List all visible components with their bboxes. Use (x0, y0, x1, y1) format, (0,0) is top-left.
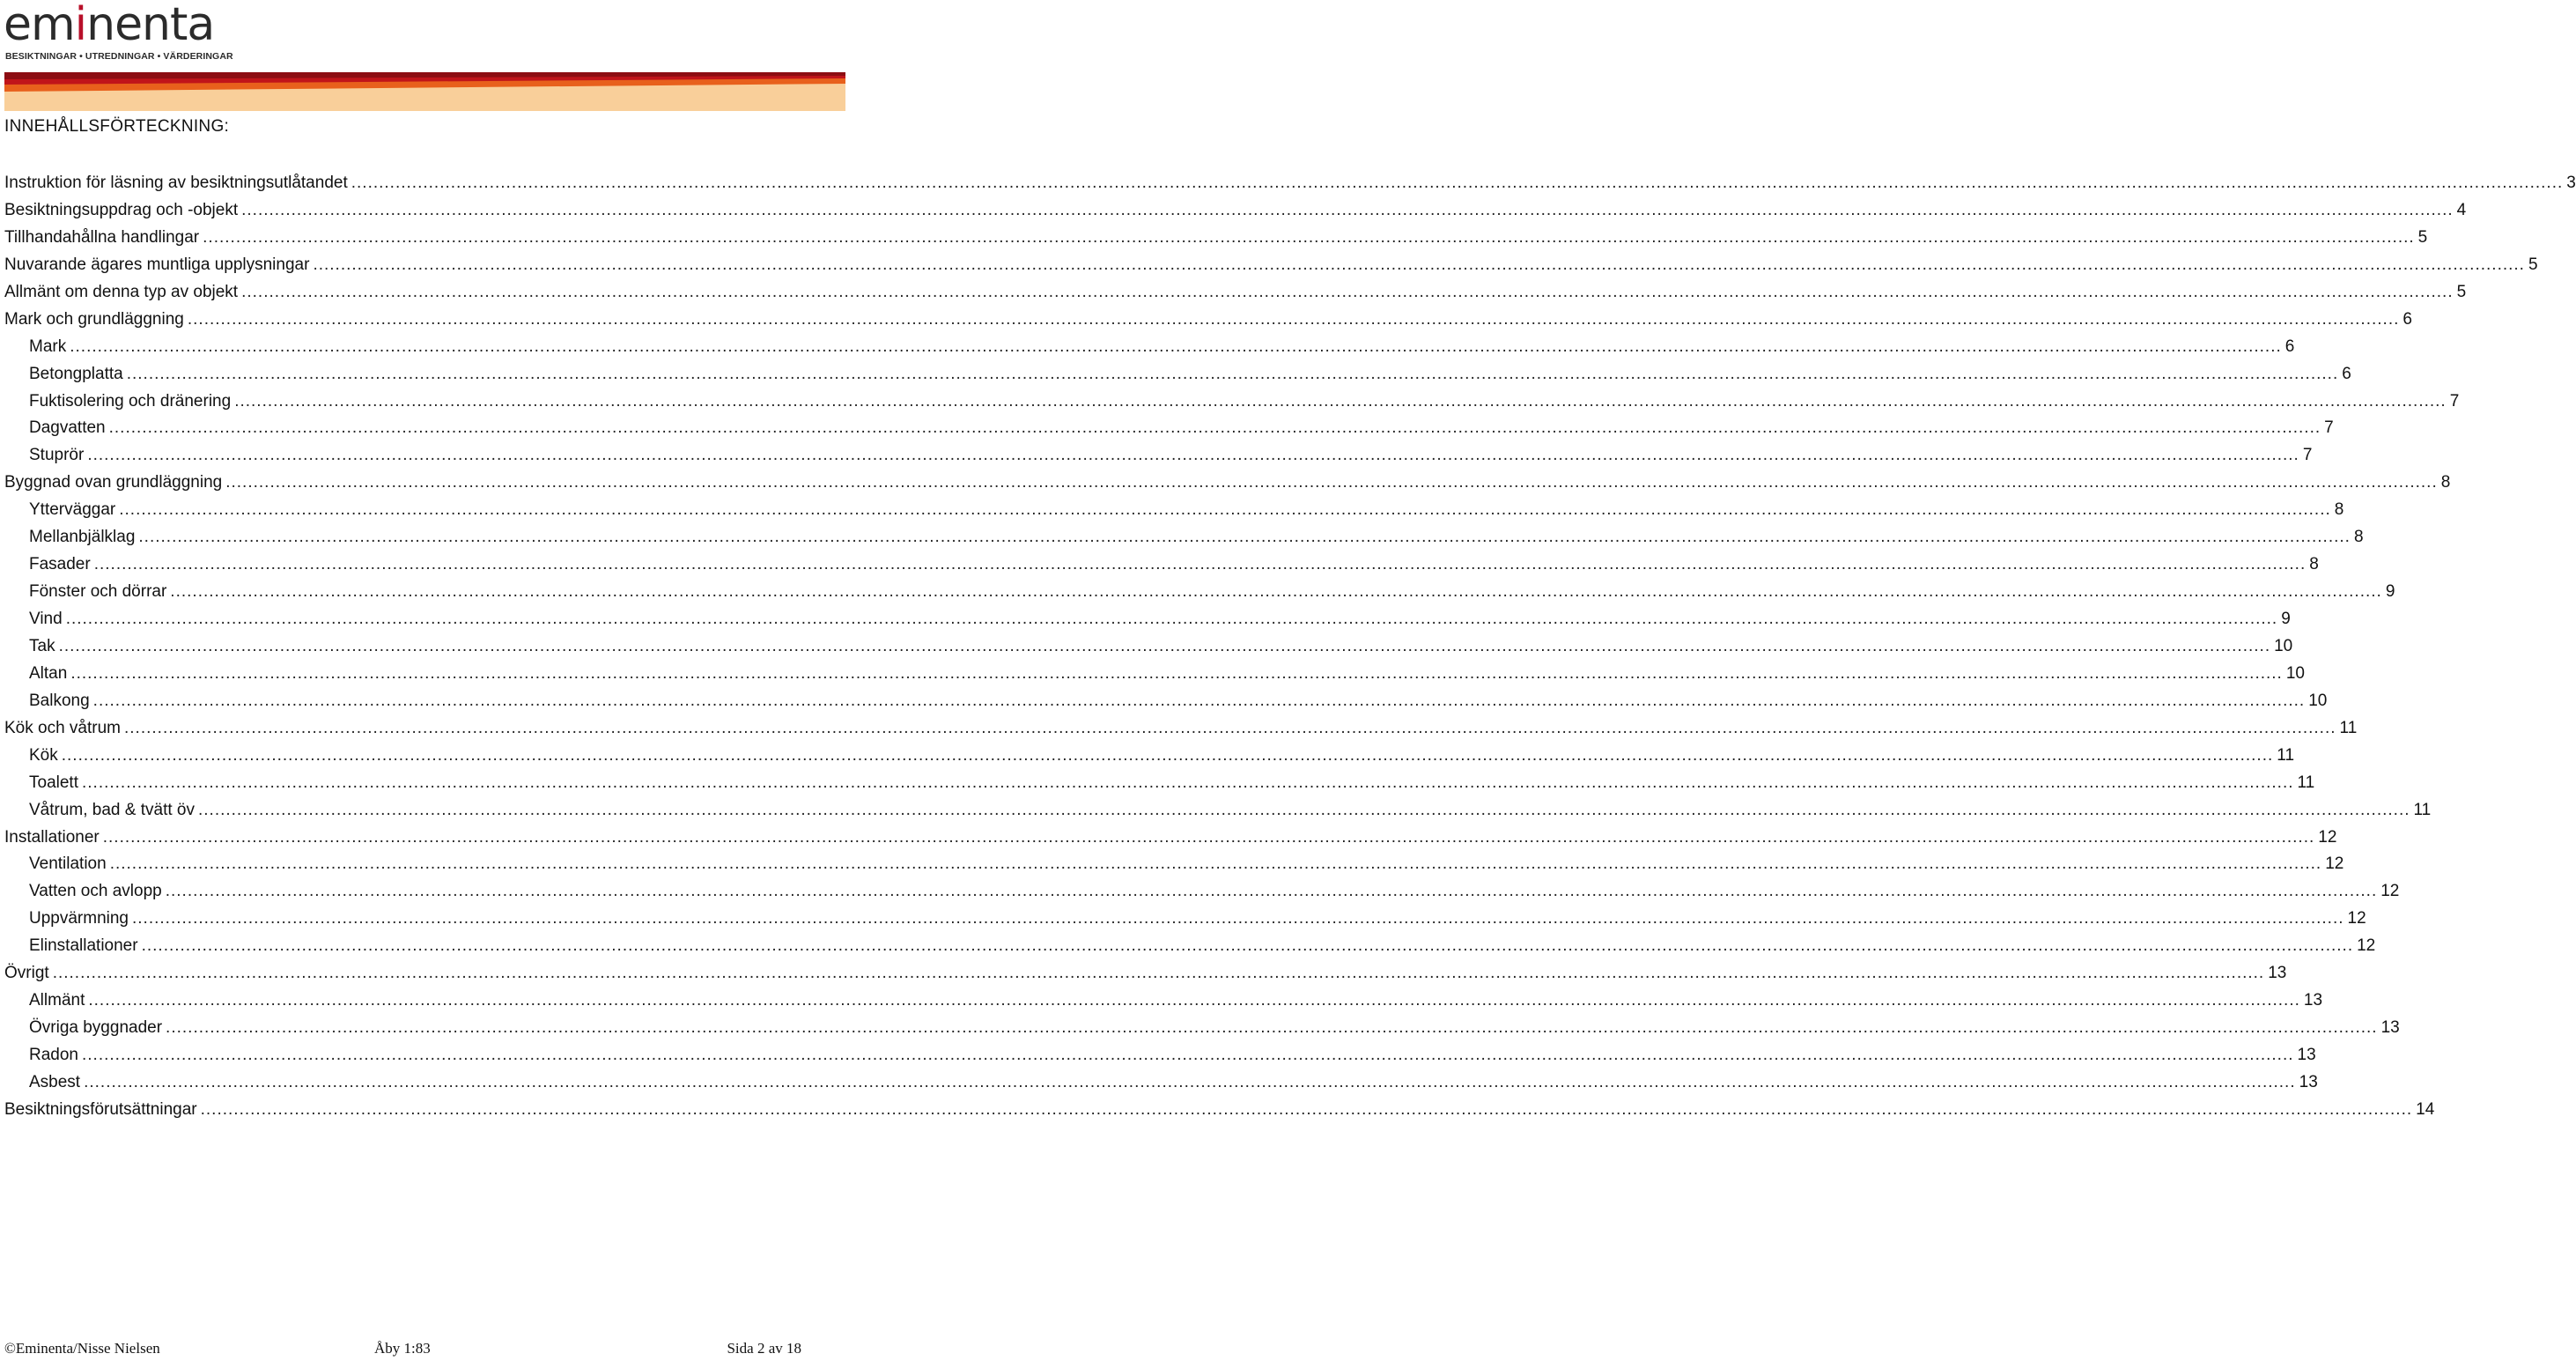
toc-dot-leader: ................................................................................................................................................................................................................................................................................................................................................................................................................ (241, 282, 2454, 301)
toc-entry[interactable] (4, 579, 2395, 606)
toc-entry[interactable] (4, 715, 2358, 743)
toc-entry-title: Övrigt (4, 964, 49, 983)
toc-dot-leader: ................................................................................................................................................................................................................................................................................................................................................................................................................ (108, 418, 2321, 438)
toc-entry[interactable] (4, 442, 2313, 470)
toc-entry[interactable] (4, 415, 2334, 442)
toc-entry-page: 7 (2449, 391, 2460, 411)
toc-dot-leader: ................................................................................................................................................................................................................................................................................................................................................................................................................ (82, 1046, 2294, 1064)
toc-dot-leader: ................................................................................................................................................................................................................................................................................................................................................................................................................ (52, 964, 2265, 983)
toc-entry-page: 12 (2347, 909, 2366, 928)
toc-entry-page: 7 (2324, 418, 2334, 438)
toc-entry[interactable] (4, 197, 2467, 225)
toc-entry-page: 11 (2339, 718, 2358, 737)
logo-wordmark-pre: em (4, 0, 75, 51)
toc-dot-leader: ................................................................................................................................................................................................................................................................................................................................................................................................................ (203, 227, 2415, 247)
toc-entry[interactable] (4, 770, 2315, 797)
toc-entry-title: Tillhandahållna handlingar (4, 227, 200, 247)
toc-heading: INNEHÅLLSFÖRTECKNING: (4, 117, 230, 136)
toc-entry-page: 5 (2528, 255, 2538, 274)
toc-dot-leader: ................................................................................................................................................................................................................................................................................................................................................................................................................ (58, 636, 2271, 655)
toc-entry[interactable] (4, 606, 2291, 633)
toc-entry-title: Fönster och dörrar (29, 582, 167, 602)
toc-entry-title: Ytterväggar (29, 500, 116, 520)
toc-entry-page: 10 (2285, 663, 2305, 683)
toc-dot-leader: ................................................................................................................................................................................................................................................................................................................................................................................................................ (81, 773, 2294, 792)
toc-entry-page: 8 (2309, 555, 2319, 574)
toc-entry-title: Övriga byggnader (29, 1018, 163, 1038)
toc-dot-leader: ................................................................................................................................................................................................................................................................................................................................................................................................................ (93, 555, 2307, 574)
toc-entry-page: 12 (2380, 882, 2400, 901)
toc-entry-title: Installationer (4, 827, 100, 847)
toc-entry[interactable] (4, 825, 2337, 852)
toc-entry-page: 7 (2302, 446, 2313, 465)
toc-entry[interactable] (4, 688, 2328, 715)
toc-entry-title: Betongplatta (29, 364, 123, 383)
toc-entry-title: Mark (29, 337, 67, 356)
toc-entry-page: 10 (2308, 691, 2328, 710)
company-logo (4, 0, 233, 63)
toc-dot-leader: ................................................................................................................................................................................................................................................................................................................................................................................................................ (102, 827, 2315, 847)
toc-entry[interactable] (4, 1097, 2435, 1124)
toc-entry-title: Toalett (29, 773, 78, 792)
toc-entry[interactable] (4, 170, 2576, 197)
toc-entry-title: Radon (29, 1046, 78, 1064)
toc-entry-page: 6 (2284, 337, 2295, 356)
footer-copyright: ©Eminenta/Nisse Nielsen (4, 1340, 160, 1357)
toc-dot-leader: ................................................................................................................................................................................................................................................................................................................................................................................................................ (61, 745, 2274, 765)
toc-entry-title: Kök (29, 745, 58, 765)
toc-entry-title: Ventilation (29, 854, 107, 874)
toc-dot-leader: ................................................................................................................................................................................................................................................................................................................................................................................................................ (187, 309, 2400, 329)
toc-entry-page: 3 (2566, 174, 2576, 192)
page-footer (4, 1340, 801, 1361)
toc-entry-page: 13 (2299, 1072, 2318, 1091)
toc-entry-title: Byggnad ovan grundläggning (4, 473, 223, 492)
toc-entry-page: 5 (2417, 227, 2428, 247)
toc-dot-leader: ................................................................................................................................................................................................................................................................................................................................................................................................................ (165, 882, 2378, 901)
toc-entry-page: 4 (2456, 200, 2467, 219)
toc-dot-leader: ................................................................................................................................................................................................................................................................................................................................................................................................................ (166, 1018, 2378, 1038)
toc-entry-title: Nuvarande ägares muntliga upplysningar (4, 255, 310, 274)
toc-dot-leader: ................................................................................................................................................................................................................................................................................................................................................................................................................ (92, 691, 2306, 710)
toc-dot-leader: ................................................................................................................................................................................................................................................................................................................................................................................................................ (138, 528, 2351, 547)
toc-entry-title: Våtrum, bad & tvätt öv (29, 800, 195, 819)
toc-entry-title: Tak (29, 636, 55, 655)
toc-entry-title: Elinstallationer (29, 936, 138, 956)
toc-entry[interactable] (4, 470, 2451, 497)
toc-entry[interactable] (4, 906, 2366, 933)
toc-entry[interactable] (4, 551, 2319, 579)
toc-entry[interactable] (4, 361, 2351, 388)
logo-wordmark-accent: i (74, 0, 87, 51)
toc-entry[interactable] (4, 1042, 2316, 1069)
toc-dot-leader: ................................................................................................................................................................................................................................................................................................................................................................................................................ (119, 500, 2331, 520)
toc-entry-page: 13 (2380, 1018, 2400, 1038)
toc-entry-title: Balkong (29, 691, 90, 710)
toc-dot-leader: ................................................................................................................................................................................................................................................................................................................................................................................................................ (225, 473, 2438, 492)
toc-entry[interactable] (4, 878, 2400, 906)
toc-dot-leader: ................................................................................................................................................................................................................................................................................................................................................................................................................ (70, 663, 2283, 683)
toc-dot-leader: ................................................................................................................................................................................................................................................................................................................................................................................................................ (126, 364, 2339, 383)
toc-entry[interactable] (4, 960, 2287, 987)
toc-entry-page: 11 (2297, 773, 2315, 792)
toc-entry[interactable] (4, 252, 2538, 279)
toc-dot-leader: ................................................................................................................................................................................................................................................................................................................................................................................................................ (132, 909, 2344, 928)
toc-entry-title: Fuktisolering och dränering (29, 391, 232, 411)
toc-entry[interactable] (4, 307, 2412, 334)
toc-entry-page: 13 (2268, 964, 2287, 983)
toc-entry[interactable] (4, 797, 2432, 825)
toc-entry[interactable] (4, 743, 2295, 770)
toc-dot-leader: ................................................................................................................................................................................................................................................................................................................................................................................................................ (70, 337, 2282, 356)
logo-wordmark-post: nenta (86, 0, 215, 51)
toc-entry-page: 9 (2281, 610, 2291, 628)
toc-entry[interactable] (4, 851, 2344, 878)
toc-dot-leader: ................................................................................................................................................................................................................................................................................................................................................................................................................ (170, 582, 2382, 602)
toc-entry-title: Allmänt om denna typ av objekt (4, 282, 239, 301)
toc-entry-page: 13 (2297, 1046, 2316, 1064)
toc-dot-leader: ................................................................................................................................................................................................................................................................................................................................................................................................................ (313, 255, 2525, 274)
toc-dot-leader: ................................................................................................................................................................................................................................................................................................................................................................................................................ (197, 800, 2410, 819)
toc-entry-page: 10 (2274, 636, 2293, 655)
toc-entry[interactable] (4, 388, 2460, 416)
toc-entry-title: Mellanbjälklag (29, 528, 136, 547)
footer-property: Åby 1:83 (374, 1340, 431, 1357)
toc-dot-leader: ................................................................................................................................................................................................................................................................................................................................................................................................................ (351, 174, 2564, 192)
toc-entry-title: Vind (29, 610, 63, 628)
toc-entry-page: 13 (2303, 991, 2323, 1010)
toc-dot-leader: ................................................................................................................................................................................................................................................................................................................................................................................................................ (84, 1072, 2296, 1091)
toc-entry[interactable] (4, 524, 2364, 551)
toc-entry-page: 8 (2353, 528, 2364, 547)
footer-page-number: Sida 2 av 18 (727, 1340, 801, 1357)
toc-entry[interactable] (4, 661, 2305, 688)
toc-entry-page: 8 (2440, 473, 2451, 492)
toc-entry-title: Allmänt (29, 991, 85, 1010)
toc-entry-title: Kök och våtrum (4, 718, 121, 737)
logo-tagline: BESIKTNINGAR • UTREDNINGAR • VÄRDERINGAR (5, 51, 233, 62)
toc-entry-page: 5 (2456, 282, 2467, 301)
toc-entry-page: 11 (2413, 800, 2432, 819)
toc-entry-page: 9 (2385, 582, 2395, 602)
toc-entry-title: Besiktningsförutsättningar (4, 1099, 197, 1119)
toc-dot-leader: ................................................................................................................................................................................................................................................................................................................................................................................................................ (200, 1099, 2413, 1119)
toc-entry[interactable] (4, 1069, 2318, 1097)
toc-entry-title: Asbest (29, 1072, 81, 1091)
toc-entry[interactable] (4, 987, 2323, 1015)
toc-entry[interactable] (4, 933, 2376, 960)
toc-dot-leader: ................................................................................................................................................................................................................................................................................................................................................................................................................ (124, 718, 2336, 737)
toc-dot-leader: ................................................................................................................................................................................................................................................................................................................................................................................................................ (241, 200, 2454, 219)
table-of-contents (4, 170, 2576, 1124)
toc-entry[interactable] (4, 497, 2344, 524)
toc-entry[interactable] (4, 225, 2428, 252)
toc-entry-page: 12 (2325, 854, 2344, 874)
toc-entry-title: Besiktningsuppdrag och -objekt (4, 200, 239, 219)
toc-dot-leader: ................................................................................................................................................................................................................................................................................................................................................................................................................ (141, 936, 2354, 956)
header-decorative-band (4, 72, 845, 111)
toc-entry[interactable] (4, 334, 2295, 361)
toc-entry-title: Stuprör (29, 446, 85, 465)
toc-entry-title: Instruktion för läsning av besiktningsutlåtandet (4, 174, 348, 192)
logo-wordmark (4, 0, 215, 51)
toc-entry-page: 11 (2277, 745, 2295, 765)
toc-dot-leader: ................................................................................................................................................................................................................................................................................................................................................................................................................ (65, 610, 2278, 628)
toc-entry-page: 14 (2416, 1099, 2435, 1119)
toc-entry[interactable] (4, 279, 2467, 307)
toc-entry-page: 12 (2318, 827, 2337, 847)
toc-entry-title: Dagvatten (29, 418, 106, 438)
toc-entry-title: Altan (29, 663, 68, 683)
toc-entry-page: 8 (2334, 500, 2344, 520)
toc-dot-leader: ................................................................................................................................................................................................................................................................................................................................................................................................................ (87, 446, 2299, 465)
toc-entry-page: 6 (2342, 364, 2351, 383)
toc-entry-title: Uppvärmning (29, 909, 129, 928)
toc-entry-title: Mark och grundläggning (4, 309, 184, 329)
toc-entry-page: 6 (2403, 309, 2412, 329)
toc-entry-title: Fasader (29, 555, 91, 574)
toc-entry-page: 12 (2357, 936, 2376, 956)
toc-dot-leader: ................................................................................................................................................................................................................................................................................................................................................................................................................ (234, 391, 2447, 411)
toc-dot-leader: ................................................................................................................................................................................................................................................................................................................................................................................................................ (109, 854, 2322, 874)
toc-entry[interactable] (4, 633, 2293, 661)
toc-entry[interactable] (4, 1015, 2400, 1042)
toc-entry-title: Vatten och avlopp (29, 882, 162, 901)
toc-dot-leader: ................................................................................................................................................................................................................................................................................................................................................................................................................ (88, 991, 2300, 1010)
